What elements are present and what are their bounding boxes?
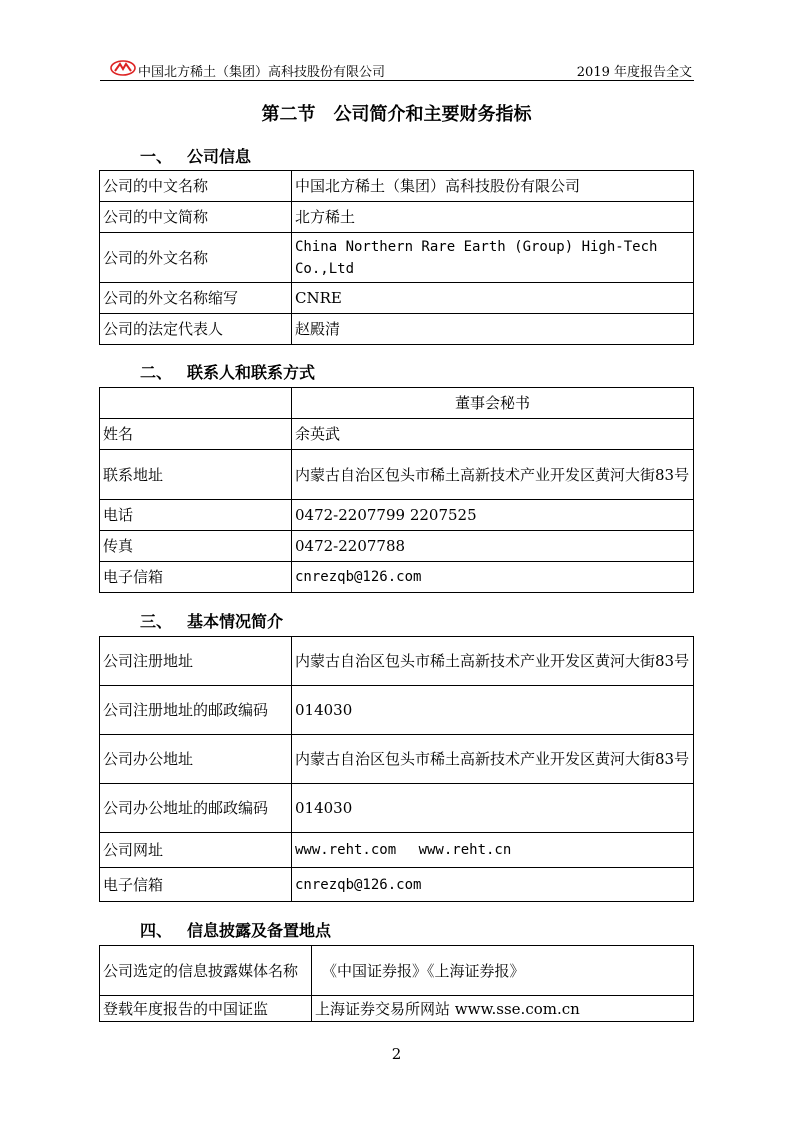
header-report-title: 2019 年度报告全文 (576, 65, 692, 80)
table-row (100, 419, 694, 450)
heading-text: 联系人和联系方式 (187, 363, 316, 382)
row-value: 内蒙古自治区包头市稀土高新技术产业开发区黄河大街83号 (292, 637, 694, 686)
page-header (100, 58, 694, 81)
row-label: 公司注册地址的邮政编码 (100, 686, 292, 735)
row-value: 内蒙古自治区包头市稀土高新技术产业开发区黄河大街83号 (292, 735, 694, 784)
table-row (100, 531, 694, 562)
heading-number: 三、 (140, 612, 173, 631)
table-row (100, 233, 694, 283)
company-info-table (99, 170, 694, 345)
table-row (100, 500, 694, 531)
row-label: 登载年度报告的中国证监 (100, 996, 312, 1022)
heading-text: 公司信息 (187, 147, 252, 166)
row-label: 联系地址 (100, 450, 292, 500)
table-row (100, 833, 694, 868)
table-row (100, 283, 694, 314)
row-label: 公司办公地址 (100, 735, 292, 784)
row-value: CNRE (292, 283, 694, 314)
heading-text: 基本情况简介 (187, 612, 284, 631)
basic-info-table (99, 636, 694, 902)
table-row (100, 784, 694, 833)
heading-text: 信息披露及备置地点 (187, 921, 332, 940)
row-value: 内蒙古自治区包头市稀土高新技术产业开发区黄河大街83号 (292, 450, 694, 500)
row-value: 上海证券交易所网站 www.sse.com.cn (312, 996, 694, 1022)
row-value: 北方稀土 (292, 202, 694, 233)
table-row (100, 735, 694, 784)
row-value: www.reht.com www.reht.cn (292, 833, 694, 868)
heading-basic-info (140, 609, 283, 632)
row-value: cnrezqb@126.com (292, 562, 694, 593)
header-company-name: 中国北方稀土（集团）高科技股份有限公司 (138, 65, 386, 80)
heading-disclosure (140, 918, 331, 941)
row-value: 余英武 (292, 419, 694, 450)
row-label: 公司的外文名称缩写 (100, 283, 292, 314)
heading-number: 四、 (140, 921, 173, 940)
column-header: 董事会秘书 (292, 388, 694, 419)
heading-company-info (140, 144, 251, 167)
row-label: 公司选定的信息披露媒体名称 (100, 946, 312, 996)
section-title: 第二节 公司简介和主要财务指标 (261, 104, 532, 125)
table-row (100, 686, 694, 735)
table-row (100, 996, 694, 1022)
heading-contact (140, 360, 315, 383)
row-value: 中国北方稀土（集团）高科技股份有限公司 (292, 171, 694, 202)
contact-table (99, 387, 694, 593)
page-number: 2 (391, 1045, 402, 1063)
table-row (100, 946, 694, 996)
row-label: 公司注册地址 (100, 637, 292, 686)
disclosure-table (99, 945, 694, 1022)
row-value: 《中国证券报》《上海证券报》 (312, 946, 694, 996)
row-value: 赵殿清 (292, 314, 694, 345)
table-row (100, 450, 694, 500)
row-label: 姓名 (100, 419, 292, 450)
row-value: 014030 (292, 784, 694, 833)
row-label: 公司网址 (100, 833, 292, 868)
company-logo-icon (110, 60, 136, 76)
row-label: 公司的中文名称 (100, 171, 292, 202)
table-row (100, 202, 694, 233)
row-label: 公司的外文名称 (100, 233, 292, 283)
row-label: 电子信箱 (100, 562, 292, 593)
row-value: 0472-2207788 (292, 531, 694, 562)
row-value: China Northern Rare Earth (Group) High-Tech Co.,Ltd (292, 233, 694, 283)
table-row (100, 388, 694, 419)
row-value: 0472-2207799 2207525 (292, 500, 694, 531)
row-label-empty (100, 388, 292, 419)
heading-number: 一、 (140, 147, 173, 166)
row-label: 传真 (100, 531, 292, 562)
table-row (100, 868, 694, 902)
row-label: 公司办公地址的邮政编码 (100, 784, 292, 833)
row-label: 电话 (100, 500, 292, 531)
table-row (100, 562, 694, 593)
table-row (100, 314, 694, 345)
row-value: 014030 (292, 686, 694, 735)
table-row (100, 637, 694, 686)
row-label: 公司的法定代表人 (100, 314, 292, 345)
heading-number: 二、 (140, 363, 173, 382)
table-row (100, 171, 694, 202)
row-value: cnrezqb@126.com (292, 868, 694, 902)
row-label: 电子信箱 (100, 868, 292, 902)
row-label: 公司的中文简称 (100, 202, 292, 233)
